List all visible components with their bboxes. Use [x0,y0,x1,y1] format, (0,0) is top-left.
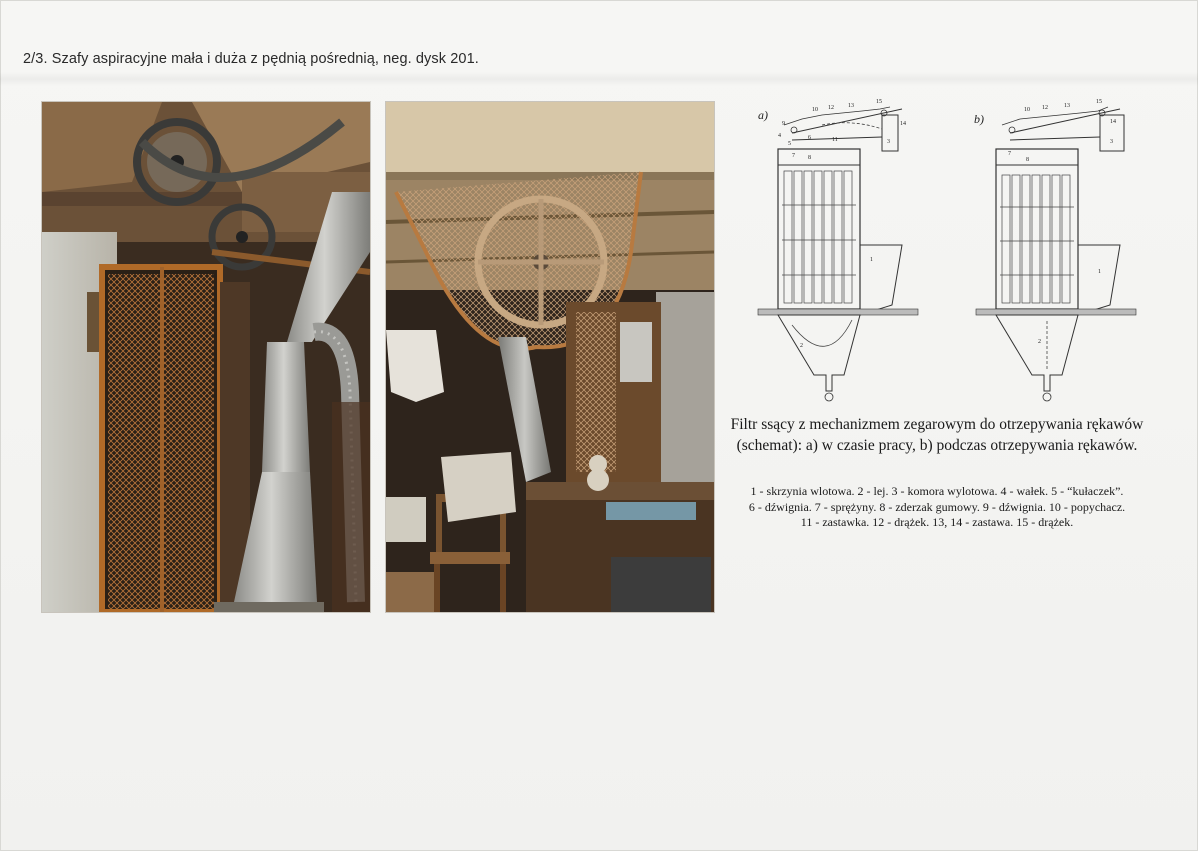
photo-2-image [386,102,714,612]
svg-text:12: 12 [1042,105,1048,111]
svg-text:2: 2 [800,343,803,349]
svg-text:6: 6 [808,135,811,141]
photo-transmission-wheel [386,102,714,612]
photo-caption: 2/3. Szafy aspiracyjne mała i duża z pędnią pośrednią, neg. dysk 201. [23,51,479,67]
legend-line-3: 11 - zastawka. 12 - drążek. 13, 14 - zastawa. 15 - drążek. [800,515,1074,529]
svg-text:8: 8 [808,155,811,161]
diagram-legend [718,484,1156,531]
diagram-b-drawing [970,95,1150,410]
svg-text:3: 3 [1110,139,1113,145]
photo-1-image [42,102,370,612]
diagram-caption [718,414,1156,456]
svg-text:7: 7 [792,153,795,159]
svg-text:1: 1 [1098,269,1101,275]
svg-text:9: 9 [782,121,785,127]
svg-text:5: 5 [788,141,791,147]
diagram-b-label: b) [974,112,984,126]
scan-streak [0,72,1198,86]
diagram-a-label: a) [758,108,768,122]
svg-text:14: 14 [1110,119,1116,125]
svg-text:15: 15 [876,99,882,105]
legend-line-2: 6 - dźwignia. 7 - sprężyny. 8 - zderzak gumowy. 9 - dźwignia. 10 - popychacz. [748,499,1126,514]
svg-text:15: 15 [1096,99,1102,105]
svg-text:8: 8 [1026,157,1029,163]
svg-text:2: 2 [1038,339,1041,345]
legend-line-1: 1 - skrzynia wlotowa. 2 - lej. 3 - komora wylotowa. 4 - wałek. 5 - “kułaczek”. [750,484,1124,498]
svg-text:7: 7 [1008,151,1011,157]
svg-text:3: 3 [887,139,890,145]
svg-text:13: 13 [848,103,854,109]
svg-text:1: 1 [870,257,873,263]
diagram-caption-line-2: (schemat): a) w czasie pracy, b) podczas otrzepywania rękawów. [736,437,1138,454]
svg-text:10: 10 [1024,107,1030,113]
diagram-b-filter-shaking [970,95,1150,410]
svg-text:10: 10 [812,107,818,113]
diagram-caption-line-1: Filtr ssący z mechanizmem zegarowym do otrzepywania rękawów [730,416,1144,433]
diagram-a-drawing [752,95,932,410]
svg-text:13: 13 [1064,103,1070,109]
svg-text:12: 12 [828,105,834,111]
photo-aspiration-cabinet [42,102,370,612]
diagram-a-filter-working [752,95,932,410]
svg-text:11: 11 [832,137,838,143]
svg-text:4: 4 [778,133,781,139]
svg-text:14: 14 [900,121,906,127]
